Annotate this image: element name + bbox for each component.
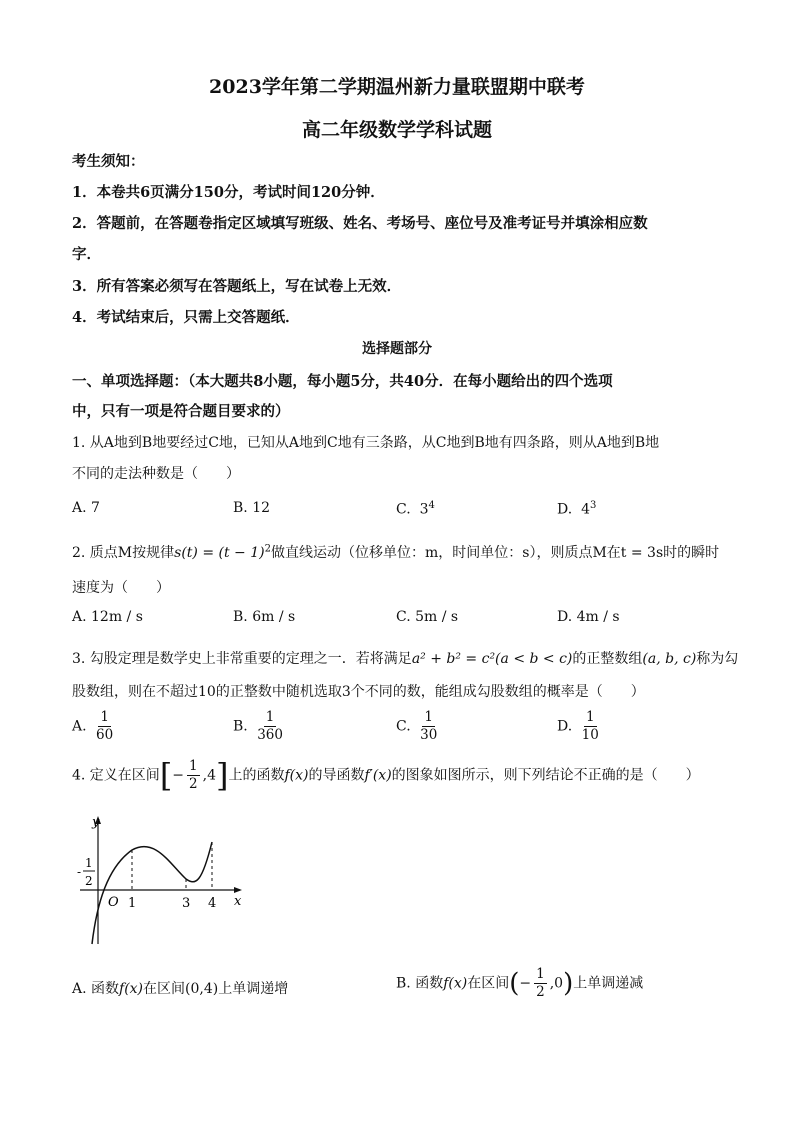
- q2-option-c: C. 5m / s: [396, 609, 459, 625]
- q4-fpx: f′(x): [364, 767, 392, 784]
- x-axis-label: x: [234, 894, 242, 909]
- q4-option-a-fx: f(x): [119, 981, 144, 997]
- section-instruction-2: 中，只有一项是符合题目要求的）: [72, 403, 290, 420]
- q4-option-a-interval: (0,4): [185, 981, 219, 997]
- q3-text-a: 3. 勾股定理是数学史上非常重要的定理之一．若将满足: [72, 651, 412, 667]
- q4-option-a-prefix: A. 函数: [72, 981, 120, 997]
- q4-middle: 上的函数: [228, 767, 285, 784]
- tick-label-1: 1: [128, 896, 137, 911]
- derivative-graph: [70, 812, 260, 952]
- q3-option-b-num: 1: [265, 709, 275, 725]
- q3-text-c: 称为勾: [696, 651, 739, 667]
- q4-option-a: [72, 978, 288, 998]
- q3-text-b: 的正整数组: [572, 651, 643, 667]
- notice-item-3: 3．所有答案必须写在答题纸上，写在试卷上无效．: [72, 278, 402, 295]
- q3-tuple: (a, b, c): [642, 651, 697, 667]
- q3-option-d-fraction: [580, 709, 601, 744]
- q3-option-b-fraction: [255, 709, 285, 744]
- q1-option-a: A. 7: [72, 500, 100, 516]
- q3-option-d-num: 1: [585, 709, 595, 725]
- notice-item-2: 2．答题前，在答题卷指定区域填写班级、姓名、考场号、座位号及准考证号并填涂相应数: [72, 215, 648, 232]
- q4-option-b-minus: −: [519, 975, 532, 992]
- q1-option-d-exp: 3: [590, 500, 597, 511]
- q3-option-a-num: 1: [100, 709, 109, 725]
- q4-option-b-paren-right: ): [563, 968, 574, 999]
- q3-option-d-den: 10: [581, 727, 599, 743]
- y-axis-label: y: [92, 815, 100, 830]
- q4-option-b-paren-left: (: [509, 968, 520, 999]
- q4-option-b-fraction: [534, 966, 547, 1001]
- q3-option-c-den: 30: [420, 727, 438, 743]
- q2-formula-exp: 2: [264, 543, 271, 555]
- q4-option-b-den: 2: [536, 984, 545, 1000]
- tick-label-3: 3: [182, 896, 191, 911]
- q2-stem-line1: [72, 542, 719, 562]
- derivative-curve: [92, 842, 212, 944]
- q4-option-b-num: 1: [536, 966, 545, 982]
- origin-label: O: [108, 895, 119, 910]
- q4-stem: [72, 758, 700, 793]
- q3-stem-line2: 股数组，则在不超过10的正整数中随机选取3个不同的数，能组成勾股数组的概率是（ ）: [72, 684, 645, 700]
- neg-half-minus: -: [77, 865, 82, 879]
- q2-option-d: D. 4m / s: [557, 609, 620, 625]
- q4-option-b-fx: f(x): [443, 975, 468, 992]
- q4-option-b-prefix: B. 函数: [396, 975, 444, 992]
- q1-stem-line2: 不同的走法种数是（ ）: [72, 466, 240, 482]
- q1-option-c-exp: 4: [428, 500, 435, 511]
- q2-option-b: B. 6m / s: [233, 609, 296, 625]
- section-title: 选择题部分: [362, 341, 432, 357]
- q3-option-b-den: 360: [257, 727, 283, 743]
- q4-interval-fraction: [187, 758, 200, 793]
- q1-option-c-label: C.: [396, 501, 411, 518]
- q3-option-a-fraction: [94, 709, 115, 744]
- notice-heading: 考生须知：: [72, 153, 145, 170]
- q1-option-c: [396, 500, 435, 518]
- tick-label-4: 4: [208, 896, 217, 911]
- q4-bracket-left: [: [159, 756, 173, 795]
- q4-fx: f(x): [284, 767, 309, 784]
- q3-option-c: [396, 709, 442, 744]
- q3-option-c-fraction: [418, 709, 439, 744]
- q4-interval-den: 2: [189, 776, 198, 792]
- q3-formula: a² + b² = c²(a < b < c): [411, 651, 573, 667]
- q4-option-b-mid: 在区间: [467, 975, 510, 992]
- notice-item-4: 4．考试结束后，只需上交答题纸．: [72, 309, 300, 326]
- q4-middle2: 的导函数: [308, 767, 365, 784]
- neg-half-den: 2: [85, 874, 93, 888]
- q2-option-a: A. 12m / s: [72, 609, 143, 625]
- q1-stem-line1: 1. 从A地到B地要经过C地，已知从A地到C地有三条路，从C地到B地有四条路，则从A地到B地: [72, 435, 660, 451]
- q4-interval-num: 1: [189, 758, 198, 774]
- q4-interval-right: ,4: [202, 767, 216, 784]
- q3-option-b-label: B.: [233, 718, 248, 735]
- q2-formula: s(t) = (t − 1): [174, 545, 265, 561]
- q4-option-a-suffix: 上单调递增: [218, 981, 289, 997]
- q3-option-d-label: D.: [557, 718, 573, 735]
- exam-title: 2023学年第二学期温州新力量联盟期中联考: [209, 76, 585, 98]
- q4-interval-minus: −: [172, 767, 185, 784]
- q1-option-d-label: D.: [557, 501, 573, 518]
- neg-half-num: 1: [85, 856, 93, 870]
- notice-item-2-cont: 字．: [72, 246, 101, 263]
- q3-option-d: [557, 709, 604, 744]
- section-instruction-1: 一、单项选择题：（本大题共8小题，每小题5分，共40分．在每小题给出的四个选项: [72, 373, 613, 390]
- q1-option-b: B. 12: [233, 500, 271, 516]
- exam-subtitle: 高二年级数学学科试题: [301, 119, 492, 141]
- q4-option-b-suffix: 上单调递减: [573, 975, 644, 992]
- q2-prefix: 2. 质点M按规律: [72, 545, 175, 561]
- q3-option-b: [233, 709, 288, 744]
- q3-option-c-num: 1: [424, 709, 434, 725]
- q3-option-a-den: 60: [96, 727, 114, 743]
- q2-stem-line2: 速度为（ ）: [72, 580, 170, 596]
- q4-option-b-right: ,0: [549, 975, 564, 992]
- q3-stem-line1: [72, 648, 738, 668]
- q3-option-c-label: C.: [396, 718, 411, 735]
- q4-bracket-right: ]: [215, 756, 229, 795]
- q4-prefix: 4. 定义在区间: [72, 767, 160, 784]
- q4-option-b: [396, 966, 643, 1001]
- notice-item-1: 1．本卷共6页满分150分，考试时间120分钟．: [72, 184, 385, 201]
- q1-option-d: [557, 500, 596, 518]
- q3-option-a-label: A.: [72, 718, 87, 735]
- q3-option-a: [72, 709, 118, 744]
- q4-suffix: 的图象如图所示，则下列结论不正确的是（ ）: [391, 767, 700, 784]
- x-axis-arrow: [234, 887, 242, 893]
- q1-option-c-base: 3: [419, 501, 429, 518]
- q2-suffix: 做直线运动（位移单位：m，时间单位：s），则质点M在t = 3s时的瞬时: [270, 545, 720, 561]
- q4-option-a-mid: 在区间: [143, 981, 186, 997]
- q1-option-d-base: 4: [581, 501, 591, 518]
